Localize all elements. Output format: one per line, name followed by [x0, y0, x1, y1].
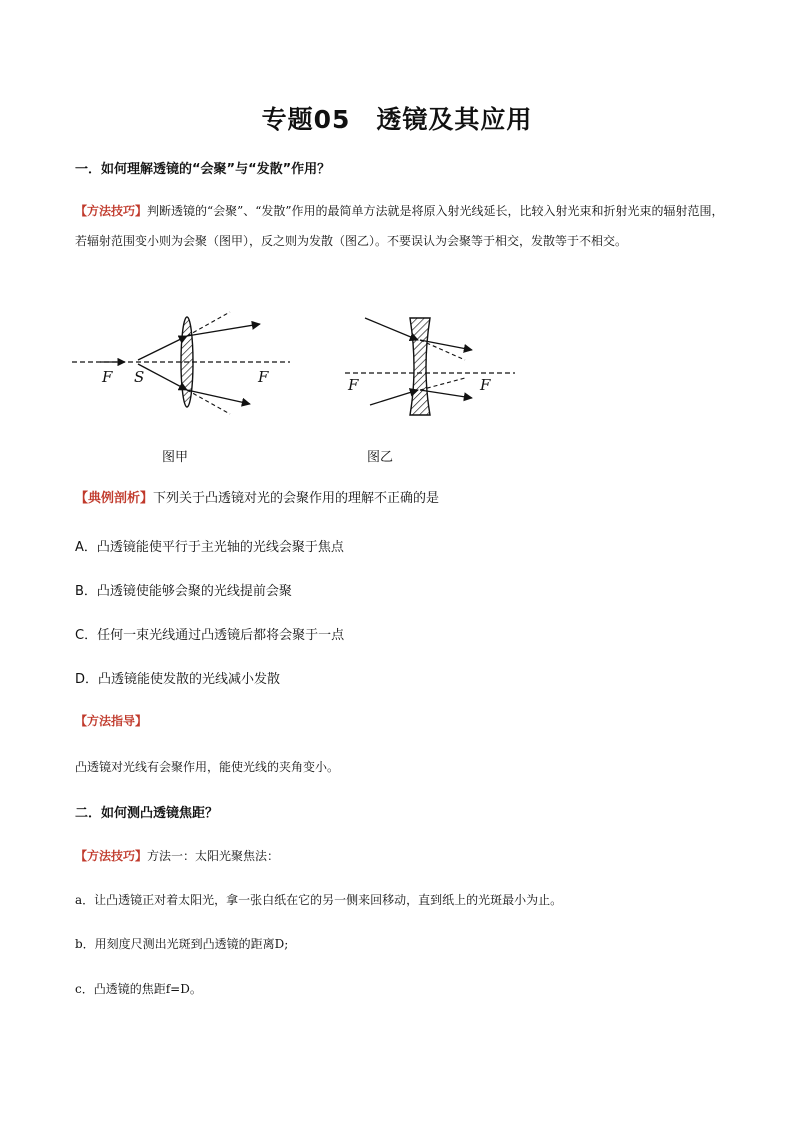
- refracted-ray-upper: [420, 340, 472, 350]
- focus-label-left: F: [102, 368, 113, 386]
- step-b: b．用刻度尺测出光斑到凸透镜的距离D;: [75, 937, 289, 951]
- example-text: 下列关于凸透镜对光的会聚作用的理解不正确的是: [153, 491, 440, 506]
- option-b: B．凸透镜使能够会聚的光线提前会聚: [75, 584, 292, 599]
- page-title: 专题05 透镜及其应用: [261, 105, 533, 134]
- focus-label-left: F: [348, 376, 359, 394]
- guide-heading: [75, 706, 725, 736]
- step-a: a．让凸透镜正对着太阳光，拿一张白纸在它的另一侧来回移动，直到纸上的光斑最小为止。: [75, 893, 563, 907]
- focus-label-right: F: [480, 376, 491, 394]
- step-c: c．凸透镜的焦距f=D。: [75, 982, 202, 996]
- extended-ray-lower: [187, 390, 230, 414]
- focus-label-right: F: [258, 368, 269, 386]
- tip-tag: 【方法技巧】: [75, 849, 148, 863]
- option-d: D．凸透镜能使发散的光线减小发散: [75, 672, 281, 687]
- section2-heading: 二．如何测凸透镜焦距？: [75, 806, 219, 821]
- tip-text: 方法一：太阳光聚焦法：: [147, 849, 280, 863]
- convex-lens-diagram: [60, 300, 300, 420]
- option-c: C．任何一束光线通过凸透镜后都将会聚于一点: [75, 628, 345, 643]
- convex-lens: [181, 317, 193, 407]
- guide-text: 凸透镜对光线有会聚作用，能使光线的夹角变小。: [75, 760, 340, 774]
- source-label: S: [134, 368, 145, 386]
- incident-ray-lower: [370, 390, 418, 405]
- tip-text: 判断透镜的“会聚”、“发散”作用的最简单方法就是将原入射光线延长，比较入射光束和折射光束的辐射范围，若辐射范围变小则为会聚（图甲），反之则为发散（图乙）。不要误认为会聚等于相交，发散等于不相交。: [75, 204, 724, 248]
- concave-lens-diagram: [340, 310, 520, 420]
- example-tag: 【典例剖析】: [75, 491, 154, 506]
- figure-right-caption: 图乙: [367, 450, 394, 465]
- figure-left-caption: 图甲: [162, 450, 189, 465]
- refracted-ray-upper: [187, 324, 260, 336]
- option-a: A．凸透镜能使平行于主光轴的光线会聚于焦点: [75, 540, 344, 555]
- example-paragraph: [75, 484, 725, 514]
- incident-ray-lower: [138, 364, 187, 390]
- section1-tip-paragraph: [75, 196, 725, 256]
- tip-tag: 【方法技巧】: [75, 204, 148, 218]
- concave-lens: [410, 318, 430, 415]
- refracted-ray-lower: [187, 390, 250, 404]
- section1-heading: 一．如何理解透镜的“会聚”与“发散”作用？: [75, 162, 331, 177]
- incident-ray-upper: [138, 336, 187, 360]
- section2-tip-paragraph: [75, 841, 725, 871]
- guide-tag: 【方法指导】: [75, 714, 148, 728]
